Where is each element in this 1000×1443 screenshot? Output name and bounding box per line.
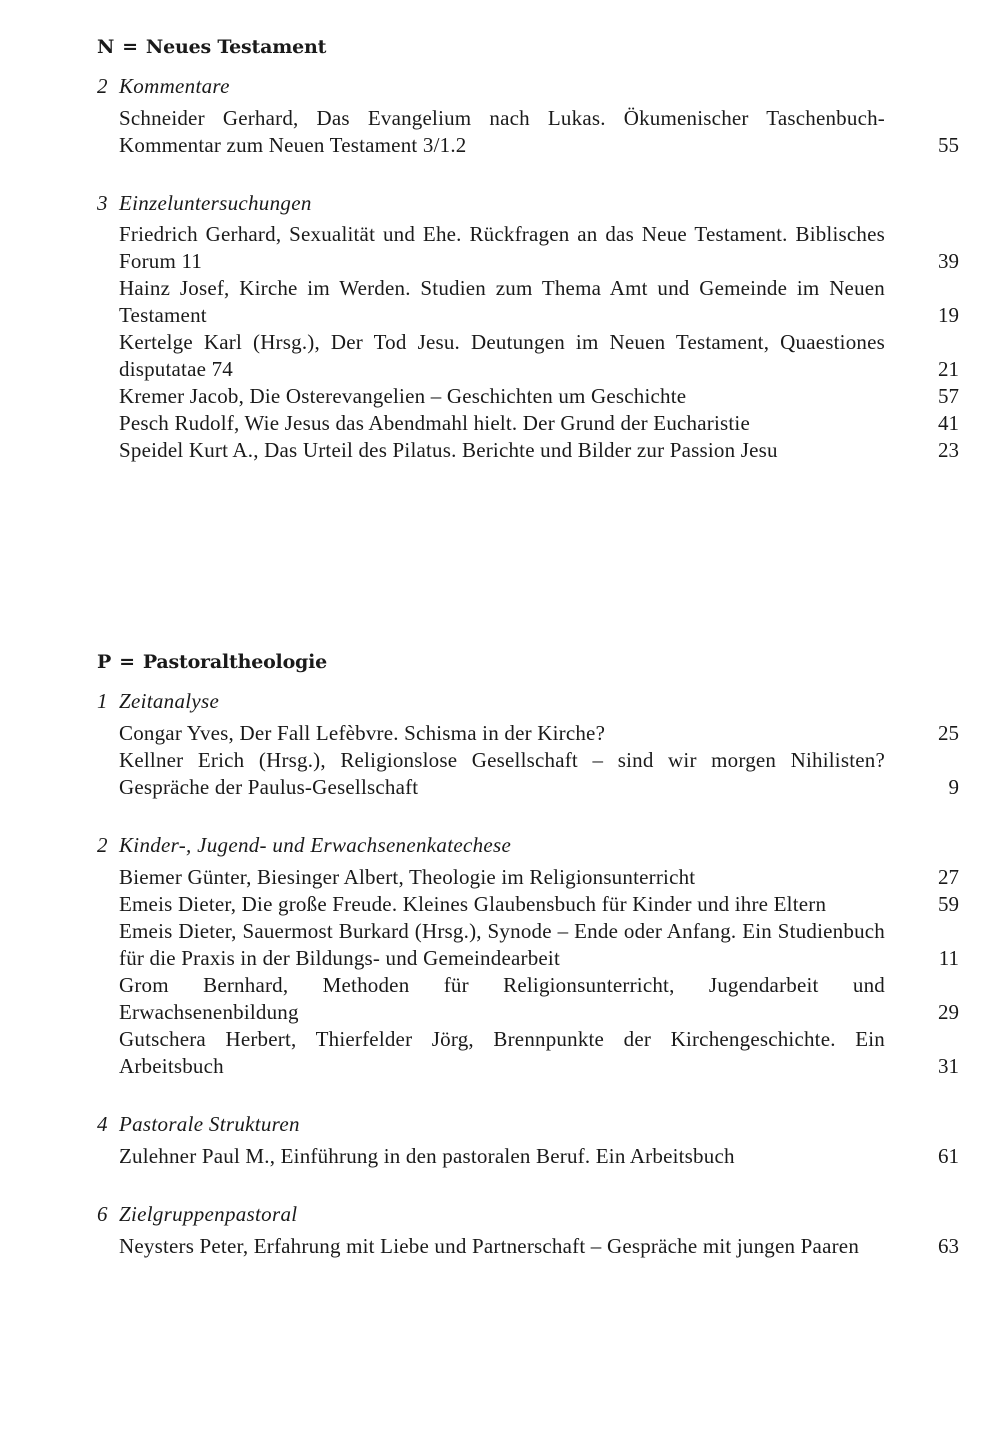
section-title: Neues Testament	[145, 36, 327, 58]
group-katechese	[97, 832, 959, 1080]
section-pastoraltheologie	[97, 648, 959, 1260]
entry-text: Kellner Erich (Hrsg.), Religionslose Gesellschaft – sind wir morgen Nihilisten? Gespräche der Paulus-Gesellschaft	[119, 748, 885, 799]
group-title: Zielgruppenpastoral	[119, 1202, 298, 1226]
section-title: Pastoraltheologie	[142, 651, 328, 673]
entry-page-number: 9	[948, 775, 959, 799]
group-heading	[97, 832, 937, 859]
group-number: 6	[97, 1202, 108, 1226]
group-heading	[97, 1111, 937, 1138]
list-item	[97, 747, 959, 801]
group-number: 2	[97, 833, 108, 857]
entry-text: Neysters Peter, Erfahrung mit Liebe und Partnerschaft – Gespräche mit jungen Paaren	[119, 1234, 860, 1258]
list-item	[97, 410, 959, 437]
group-kommentare	[97, 73, 959, 159]
section-heading	[97, 648, 937, 688]
entry-page-number: 29	[938, 1000, 959, 1024]
list-item	[97, 221, 959, 275]
entry-text: Gutschera Herbert, Thierfelder Jörg, Brennpunkte der Kirchengeschichte. Ein Arbeitsbuch	[119, 1027, 885, 1078]
group-number: 4	[97, 1112, 108, 1136]
group-title: Einzeluntersuchungen	[119, 191, 312, 215]
group-title: Kommentare	[119, 74, 230, 98]
group-heading	[97, 1201, 937, 1228]
group-zeitanalyse	[97, 688, 959, 801]
list-item	[97, 383, 959, 410]
list-item	[97, 1233, 959, 1260]
group-heading	[97, 688, 937, 715]
list-item	[97, 918, 959, 972]
group-number: 2	[97, 74, 108, 98]
entry-text: Kremer Jacob, Die Osterevangelien – Geschichten um Geschichte	[119, 384, 687, 408]
entry-page-number: 59	[938, 892, 959, 916]
section-eq: =	[119, 651, 135, 673]
group-pastorale-strukturen	[97, 1111, 959, 1170]
list-item	[97, 437, 959, 464]
entry-page-number: 23	[938, 438, 959, 462]
entry-page-number: 25	[938, 721, 959, 745]
section-letter: P	[97, 651, 112, 673]
entry-text: Emeis Dieter, Die große Freude. Kleines Glaubensbuch für Kinder und ihre Eltern	[119, 892, 827, 916]
group-number: 3	[97, 191, 108, 215]
group-heading	[97, 73, 937, 100]
entry-text: Schneider Gerhard, Das Evangelium nach Lukas. Ökumenischer Taschenbuch-Kommentar zum Neuen Testament 3/1.2	[119, 106, 885, 157]
group-heading	[97, 190, 937, 217]
entry-text: Zulehner Paul M., Einführung in den pastoralen Beruf. Ein Arbeitsbuch	[119, 1144, 735, 1168]
section-letter: N	[97, 36, 115, 58]
list-item	[97, 891, 959, 918]
group-title: Pastorale Strukturen	[119, 1112, 300, 1136]
list-item	[97, 720, 959, 747]
list-item	[97, 329, 959, 383]
entry-text: Kertelge Karl (Hrsg.), Der Tod Jesu. Deutungen im Neuen Testament, Quaestiones disputatae 74	[119, 330, 885, 381]
entry-text: Congar Yves, Der Fall Lefèbvre. Schisma in der Kirche?	[119, 721, 606, 745]
entry-text: Grom Bernhard, Methoden für Religionsunterricht, Jugendarbeit und Erwachsenenbildung	[119, 973, 885, 1024]
entry-text: Speidel Kurt A., Das Urteil des Pilatus. Berichte und Bilder zur Passion Jesu	[119, 438, 778, 462]
list-item	[97, 275, 959, 329]
entry-page-number: 27	[938, 865, 959, 889]
list-item	[97, 1026, 959, 1080]
entry-page-number: 21	[938, 357, 959, 381]
entry-text: Biemer Günter, Biesinger Albert, Theologie im Religionsunterricht	[119, 865, 696, 889]
section-eq: =	[122, 36, 138, 58]
section-neues-testament	[97, 33, 959, 464]
entry-page-number: 57	[938, 384, 959, 408]
entry-page-number: 11	[938, 946, 959, 970]
entry-text: Hainz Josef, Kirche im Werden. Studien zum Thema Amt und Gemeinde im Neuen Testament	[119, 276, 885, 327]
entry-page-number: 41	[938, 411, 959, 435]
list-item	[97, 864, 959, 891]
group-number: 1	[97, 689, 108, 713]
entry-page-number: 61	[938, 1144, 959, 1168]
entry-page-number: 55	[938, 133, 959, 157]
entry-page-number: 39	[938, 249, 959, 273]
entry-text: Friedrich Gerhard, Sexualität und Ehe. Rückfragen an das Neue Testament. Biblisches Forum 11	[119, 222, 885, 273]
group-title: Kinder-, Jugend- und Erwachsenenkatechese	[119, 833, 512, 857]
list-item	[97, 105, 959, 159]
list-item	[97, 1143, 959, 1170]
entry-page-number: 31	[938, 1054, 959, 1078]
group-zielgruppenpastoral	[97, 1201, 959, 1260]
entry-page-number: 19	[938, 303, 959, 327]
entry-page-number: 63	[938, 1234, 959, 1258]
group-title: Zeitanalyse	[119, 689, 220, 713]
entry-text: Pesch Rudolf, Wie Jesus das Abendmahl hielt. Der Grund der Eucharistie	[119, 411, 750, 435]
entry-text: Emeis Dieter, Sauermost Burkard (Hrsg.), Synode – Ende oder Anfang. Ein Studienbuch für die Praxis in der Bildungs- und Gemeindearbeit	[119, 919, 885, 970]
section-heading	[97, 33, 937, 73]
list-item	[97, 972, 959, 1026]
group-einzeluntersuchungen	[97, 190, 959, 464]
